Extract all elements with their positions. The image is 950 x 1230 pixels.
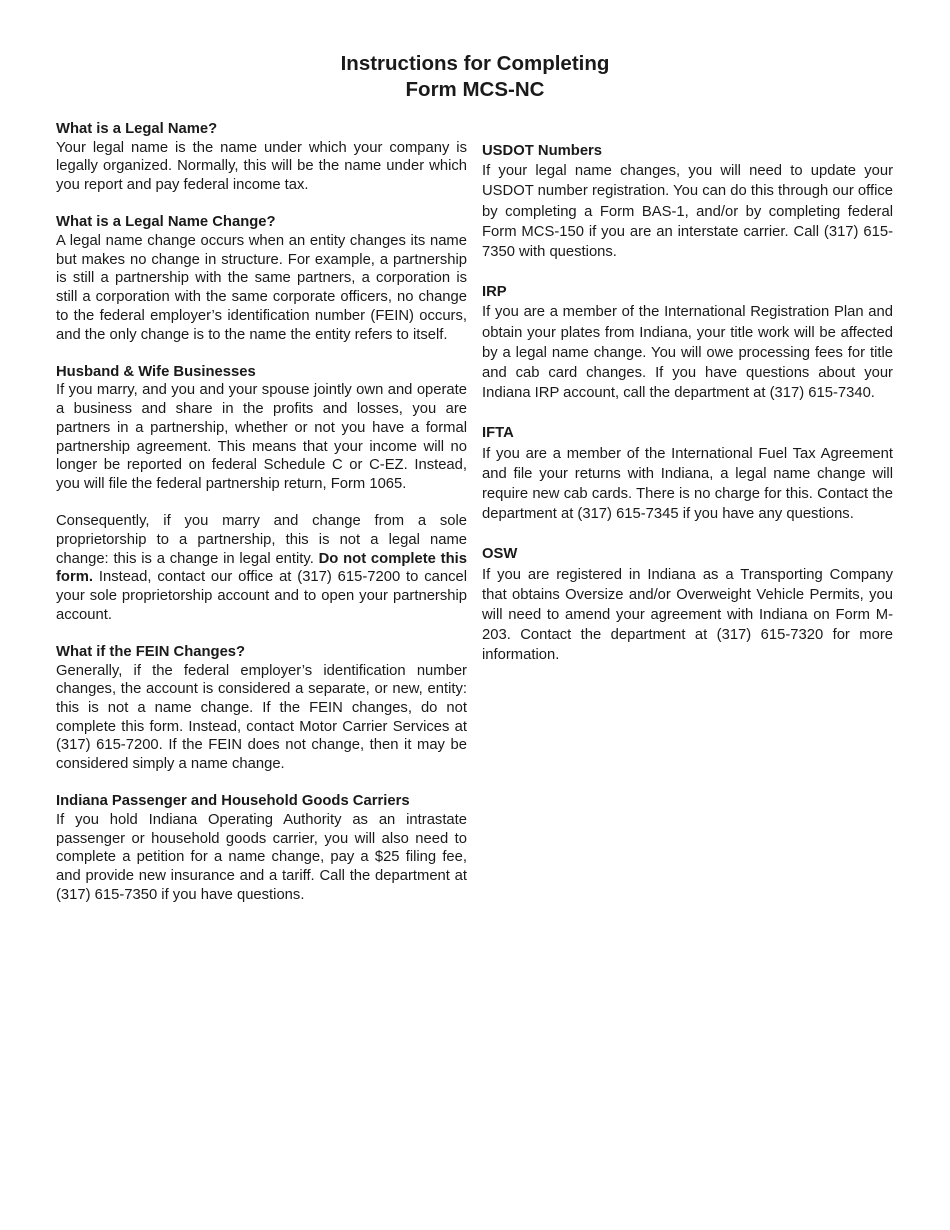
- section-husband-wife: [56, 363, 467, 625]
- section-heading: Husband & Wife Businesses: [56, 363, 256, 380]
- warning-text: Do not complete this form.: [56, 550, 467, 586]
- section-heading: What is a Legal Name Change?: [56, 214, 276, 231]
- section-legal-name-change: [56, 213, 467, 344]
- section-osw: [482, 544, 893, 665]
- section-body-consequently: [56, 512, 467, 624]
- section-body: If your legal name changes, you will need to update your USDOT number registration. You can do this through our office by completing a Form BAS-1, and/or by completing federal Form MCS-150 if you are an interstate carrier. Call (317) 615-7350 with questions.: [482, 163, 893, 261]
- body-text: Instead, contact our office at (317) 615-7200 to cancel your sole proprietorship account and to open your partnership account.: [56, 569, 467, 623]
- section-ifta: [482, 423, 893, 524]
- section-heading: IFTA: [482, 425, 514, 442]
- section-usdot: [482, 141, 893, 262]
- page-title-line2: Form MCS-NC: [405, 78, 545, 101]
- section-irp: [482, 282, 893, 403]
- section-body: A legal name change occurs when an entity changes its name but makes no change in structure. For example, a partnership is still a partnership with the same partners, a corporation is still a corporation with the same corporate officers, no change to the federal employer’s identification number (FEIN) occurs, and the only change is to the name the entity refers to itself.: [56, 233, 467, 343]
- section-heading: IRP: [482, 284, 507, 301]
- left-column: [56, 120, 467, 923]
- page-title: [0, 51, 950, 103]
- section-body: If you hold Indiana Operating Authority as an intrastate passenger or household goods carrier, you will also need to complete a petition for a name change, pay a $25 filing fee, and provide new insurance and a tariff. Call the department at (317) 615-7350 if you have questions.: [56, 812, 467, 903]
- section-legal-name: [56, 120, 467, 195]
- section-body: If you are a member of the International Registration Plan and obtain your plates from Indiana, your title work will be affected by a legal name change. You will owe processing fees for title and cab card changes. If you have questions about your Indiana IRP account, call the department at (317) 615-7340.: [482, 304, 893, 402]
- section-heading: Indiana Passenger and Household Goods Carriers: [56, 793, 410, 810]
- page-title-line1: Instructions for Completing: [340, 52, 610, 75]
- section-body: Generally, if the federal employer’s identification number changes, the account is considered a separate, or new, entity: this is not a name change. If the FEIN changes, do not complete this form. Instead, contact Motor Carrier Services at (317) 615-7200. If the FEIN does not change, then it may be considered simply a name change.: [56, 662, 467, 773]
- section-heading: What if the FEIN Changes?: [56, 643, 246, 660]
- section-fein: [56, 643, 467, 774]
- section-body: If you are registered in Indiana as a Transporting Company that obtains Oversize and/or Overweight Vehicle Permits, you will need to amend your agreement with Indiana on Form M-203. Contact the department at (317) 615-7320 for more information.: [482, 566, 893, 664]
- section-heading: What is a Legal Name?: [56, 121, 218, 137]
- section-body: If you are a member of the International Fuel Tax Agreement and file your returns with Indiana, a legal name change will require new cab cards. There is no charge for this. Contact the department at (317) 615-7345 if you have any questions.: [482, 445, 893, 523]
- section-body: If you marry, and you and your spouse jointly own and operate a business and share in the profits and losses, you are partners in a partnership, whether or not you have a formal partnership agreement. This means that your income will no longer be reported on federal Schedule C or C-EZ. Instead, you will file the federal partnership return, Form 1065.: [56, 382, 467, 492]
- section-heading: OSW: [482, 546, 518, 563]
- section-passenger-carriers: [56, 792, 467, 904]
- section-heading: USDOT Numbers: [482, 143, 603, 159]
- right-column: [482, 141, 893, 686]
- body-text: Consequently, if you marry and change from a sole proprietorship to a partnership, this is not a legal name change: this is a change in legal entity.: [56, 513, 467, 567]
- section-body: Your legal name is the name under which your company is legally organized. Normally, this will be the name under which you report and pay federal income tax.: [56, 139, 467, 194]
